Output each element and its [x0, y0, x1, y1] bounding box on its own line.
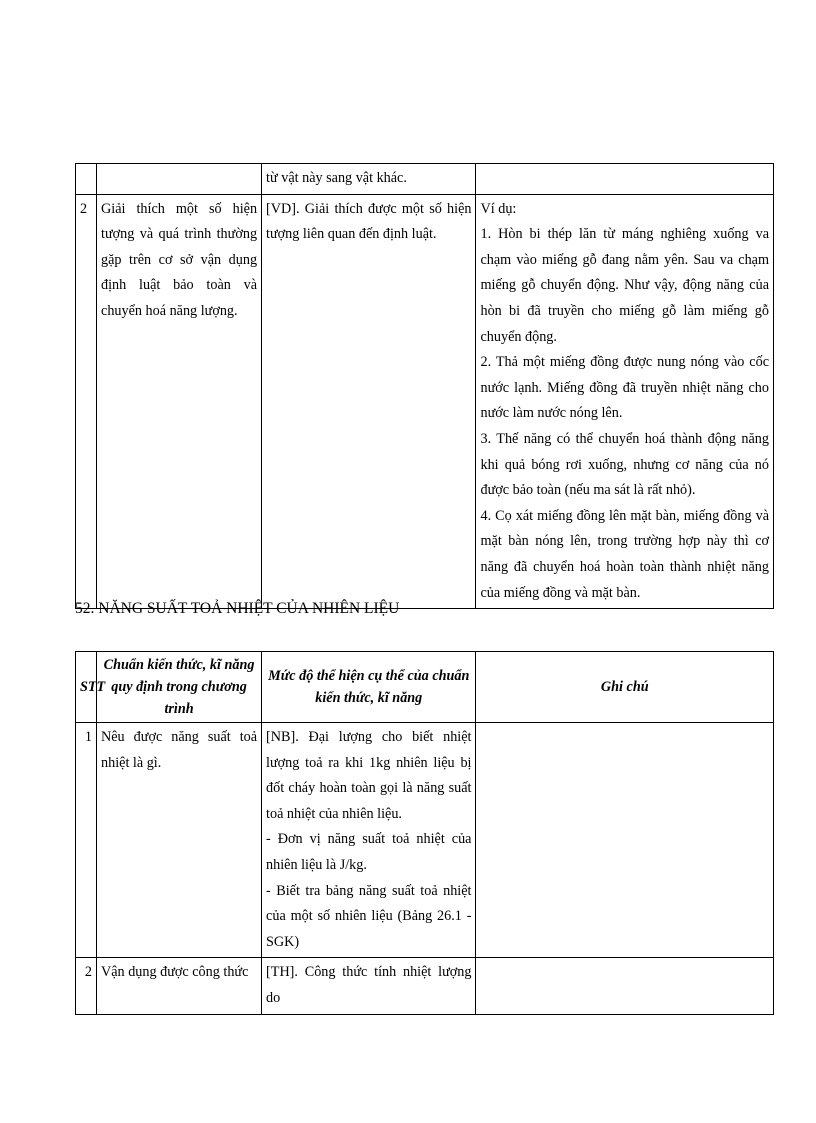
criteria-line: - Biết tra bảng năng suất toả nhiệt của một số nhiên liệu (Bảng 26.1 - SGK)	[266, 882, 472, 950]
notes-cell	[476, 194, 774, 609]
criteria-line: [NB]. Đại lượng cho biết nhiệt lượng toả ra khi 1kg nhiên liệu bị đốt cháy hoàn toàn gọi là năng suất toả nhiệt của nhiên liệu.	[266, 729, 472, 822]
stt-cell: 1	[76, 723, 97, 958]
criteria-cell: từ vật này sang vật khác.	[262, 164, 476, 195]
top-table	[75, 163, 774, 609]
table-row	[76, 958, 774, 1014]
notes-line: 4. Cọ xát miếng đồng lên mặt bàn, miếng đồng và mặt bàn nóng lên, trong trường hợp này thì cơ năng đã chuyển hoá hoàn toàn thành nhiệt năng của miếng đồng và mặt bàn.	[480, 507, 769, 601]
header-criteria: Mức độ thể hiện cụ thể của chuẩn kiến thức, kĩ năng	[262, 652, 476, 723]
header-notes: Ghi chú	[476, 652, 774, 723]
criteria-cell: [VD]. Giải thích được một số hiện tượng liên quan đến định luật.	[262, 194, 476, 609]
stt-cell: 2	[76, 194, 97, 609]
stt-cell	[76, 164, 97, 195]
notes-line: 2. Thả một miếng đồng được nung nóng vào cốc nước lạnh. Miếng đồng đã truyền nhiệt năng cho nước làm nước nóng lên.	[480, 354, 769, 422]
standard-cell: Nêu được năng suất toả nhiệt là gì.	[97, 723, 262, 958]
notes-cell	[476, 958, 774, 1014]
table-header-row	[76, 652, 774, 723]
criteria-cell: [TH]. Công thức tính nhiệt lượng do	[262, 958, 476, 1014]
section-title: 52. NĂNG SUẤT TOẢ NHIỆT CỦA NHIÊN LIỆU	[75, 600, 400, 617]
header-stt: STT	[76, 652, 97, 723]
notes-cell	[476, 723, 774, 958]
criteria-cell	[262, 723, 476, 958]
notes-line: Ví dụ:	[480, 200, 517, 217]
table-row	[76, 194, 774, 609]
notes-cell	[476, 164, 774, 195]
stt-cell: 2	[76, 958, 97, 1014]
notes-line: 1. Hòn bi thép lăn từ máng nghiêng xuống va chạm vào miếng gỗ đang nằm yên. Sau va chạm miếng gỗ chuyển động. Như vậy, động năng của hòn bi đã truyền cho miếng gỗ làm miếng gỗ chuyển động.	[480, 226, 769, 345]
table-row	[76, 723, 774, 958]
header-standard: Chuẩn kiến thức, kĩ năng quy định trong chương trình	[97, 652, 262, 723]
standard-cell	[97, 164, 262, 195]
bottom-table	[75, 651, 774, 1015]
table-row	[76, 164, 774, 195]
criteria-line: - Đơn vị năng suất toả nhiệt của nhiên liệu là J/kg.	[266, 831, 472, 873]
standard-cell: Vận dụng được công thức	[97, 958, 262, 1014]
notes-line: 3. Thế năng có thể chuyển hoá thành động năng khi quả bóng rơi xuống, nhưng cơ năng của nó được bảo toàn (nếu ma sát là rất nhỏ).	[480, 430, 769, 499]
standard-cell: Giải thích một số hiện tượng và quá trình thường gặp trên cơ sở vận dụng định luật bảo toàn và chuyển hoá năng lượng.	[97, 194, 262, 609]
